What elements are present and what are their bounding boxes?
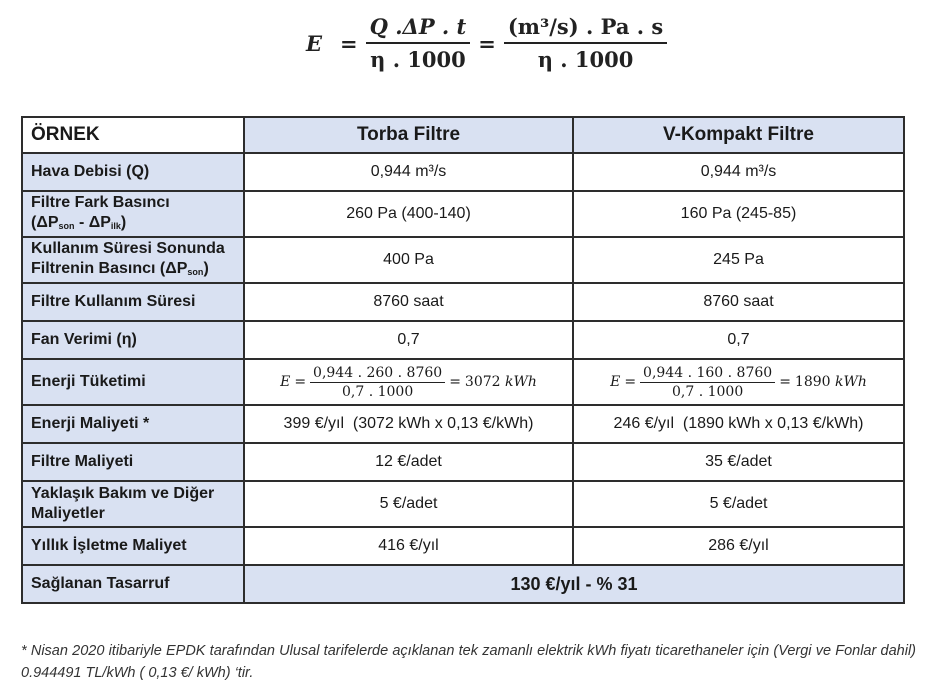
- row-label: Enerji Maliyeti *: [22, 405, 244, 443]
- table-row: [22, 237, 904, 283]
- table-row: [22, 527, 904, 565]
- cell-bag: 12 €/adet: [244, 443, 573, 481]
- table-row: [22, 321, 904, 359]
- cell-vcompact: 8760 saat: [573, 283, 904, 321]
- row-label: Filtre Fark Basıncı $(\Delta P_{son} - \Delta P_{ilk})$: [22, 191, 244, 237]
- row-label: Filtre Kullanım Süresi: [22, 283, 244, 321]
- row-label: Fan Verimi (η): [22, 321, 244, 359]
- cell-vcompact: 35 €/adet: [573, 443, 904, 481]
- cell-bag: 5 €/adet: [244, 481, 573, 527]
- table-row: [22, 191, 904, 237]
- filter-comparison-table: [21, 116, 905, 604]
- cell-vcompact: 286 €/yıl: [573, 527, 904, 565]
- formula-denominator-symbolic: η . 1000: [370, 47, 466, 72]
- header-example: ÖRNEK: [22, 117, 244, 153]
- row-label: Yıllık İşletme Maliyet: [22, 527, 244, 565]
- table-row: [22, 153, 904, 191]
- formula-fraction-symbolic: [366, 14, 471, 72]
- cell-vcompact: 0,944 m³/s: [573, 153, 904, 191]
- energy-formula: E = $\frac{Q .\Delta P . t}{\eta . 1000}$ = $\frac{\text{(m³/s) . Pa . s}}{\eta . 1000}$: [306, 8, 667, 78]
- cell-bag: 0,944 m³/s: [244, 153, 573, 191]
- cell-vcompact: 5 €/adet: [573, 481, 904, 527]
- row-label: Enerji Tüketimi: [22, 359, 244, 405]
- savings-value: 130 €/yıl - % 31: [244, 565, 904, 603]
- row-label: Filtre Maliyeti: [22, 443, 244, 481]
- cell-vcompact: 160 Pa (245-85): [573, 191, 904, 237]
- cell-bag: 8760 saat: [244, 283, 573, 321]
- table-row: [22, 359, 904, 405]
- cell-vcompact-formula: [573, 359, 904, 405]
- cell-vcompact: 245 Pa: [573, 237, 904, 283]
- formula-numerator-units: (m³/s) . Pa . s: [504, 14, 667, 44]
- table-row: [22, 443, 904, 481]
- table-row: [22, 405, 904, 443]
- cell-bag: 416 €/yıl: [244, 527, 573, 565]
- header-v-compact-filter: V-Kompakt Filtre: [573, 117, 904, 153]
- table-row: [22, 283, 904, 321]
- cell-bag: 260 Pa (400-140): [244, 191, 573, 237]
- cell-vcompact: 0,7: [573, 321, 904, 359]
- row-label: Hava Debisi (Q): [22, 153, 244, 191]
- header-bag-filter: Torba Filtre: [244, 117, 573, 153]
- row-label: Sağlanan Tasarruf: [22, 565, 244, 603]
- formula-denominator-units: η . 1000: [537, 47, 634, 72]
- energy-calc-bag: E = $\frac{0,944 . 260 . 8760}{0,7 . 1000}$ = 3072 kWh: [280, 364, 537, 400]
- table-row-savings: [22, 565, 904, 603]
- cell-bag-formula: [244, 359, 573, 405]
- row-label: Kullanım Süresi Sonunda Filtrenin Basıncı $(\Delta P_{son})$: [22, 237, 244, 283]
- formula-fraction-units: [504, 14, 667, 72]
- footnote: * Nisan 2020 itibariyle EPDK tarafından Ulusal tarifelerde açıklanan tek zamanlı elektrik kWh fiyatı ticarethaneler için (Vergi ve Fonlar dahil) 0.944491 TL/kWh ( 0,13 €/ kWh) ‘tir.: [21, 643, 916, 681]
- formula-lhs: E: [306, 30, 323, 56]
- cell-bag: 399 €/yıl (3072 kWh x 0,13 €/kWh): [244, 405, 573, 443]
- energy-calc-vcompact: E = $\frac{0,944 . 160 . 8760}{0,7 . 1000}$ = 1890 kWh: [610, 364, 867, 400]
- formula-numerator-symbolic: Q .ΔP . t: [366, 14, 471, 44]
- cell-bag: 400 Pa: [244, 237, 573, 283]
- cell-bag: 0,7: [244, 321, 573, 359]
- cell-vcompact: 246 €/yıl (1890 kWh x 0,13 €/kWh): [573, 405, 904, 443]
- row-label: Yaklaşık Bakım ve Diğer Maliyetler: [22, 481, 244, 527]
- table-header-row: [22, 117, 904, 153]
- table-row: [22, 481, 904, 527]
